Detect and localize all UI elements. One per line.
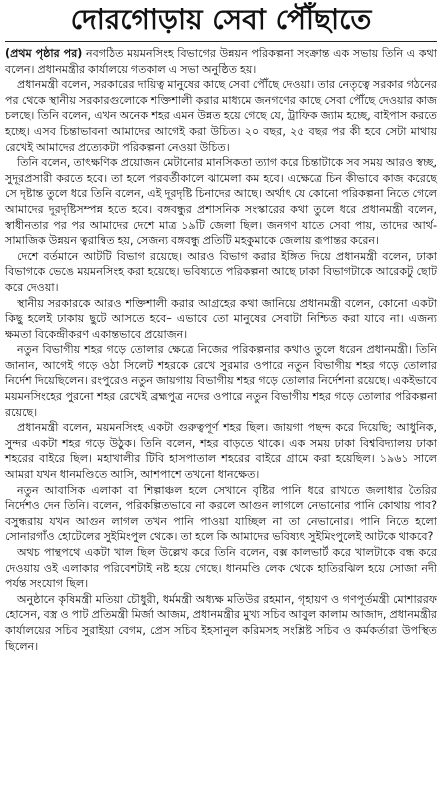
continued-marker: (প্রথম পৃষ্ঠার পর) <box>5 47 83 60</box>
article-paragraph: স্থানীয় সরকারকে আরও শক্তিশালী করার আগ্রহের কথা জানিয়ে প্রধানমন্ত্রী বলেন, কোনো একটা কিছু হলেই ঢাকায় ছুটে আসতে হবে– এভাবে তো মানুষের সেবাটা নিশ্চিত করা যাবে না। এজন্য ক্ষমতা বিকেন্দ্রীকরণ একান্তভাবে প্রয়োজন। <box>5 296 437 341</box>
article-paragraph: প্রধানমন্ত্রী বলেন, ময়মনসিংহ একটা গুরুত্বপূর্ণ শহর ছিল। জায়গা পছন্দ করে দিয়েছি; আধুনিক, সুন্দর একটা শহর গড়ে উঠুক। তিনি বলেন, শহর বাড়তে থাকে। এক সময় ঢাকা বিশ্ববিদ্যালয় ঢাকা শহরের বাইরে ছিল। মহাখালীর টিবি হাসপাতাল শহরের বাইরে গ্রামে করা হয়েছিল। ১৯৬১ সালে আমরা যখন ধানমণ্ডিতে আসি, আশপাশে তখনো ধানক্ষেত। <box>5 421 437 482</box>
article-paragraph: তিনি বলেন, তাৎক্ষণিক প্রয়োজন মেটানোর মানসিকতা ত্যাগ করে চিন্তাটাকে সব সময় আরও স্বচ্ছ, সুদূরপ্রসারী করতে হবে। তা হলে পরবর্তীকালে ঝামেলা কম হবে। এক্ষেত্রে চিন কীভাবে কাজ করেছে সে দৃষ্টান্ত তুলে ধরে তিনি বলেন, এই দূরদৃষ্টি চিনাদের আছে। অর্থাৎ যে কোনো পরিকল্পনা নিতে গেলে আমাদের দূরদৃষ্টিসম্পন্ন হতে হবে। বঙ্গবন্ধুর প্রশাসনিক সংস্কারের কথা তুলে ধরে প্রধানমন্ত্রী বলেন, স্বাধীনতার পর পর আমাদের দেশে মাত্র ১৯টি জেলা ছিল। জনগণ যাতে সেবা পায়, তাদের আর্থ-সামাজিক উন্নয়ন ত্বরান্বিত হয়, সেজন্য বঙ্গবন্ধু প্রতিটি মহকুমাকে জেলায় রূপান্তর করেন। <box>5 156 437 248</box>
article-paragraph: অথচ পান্থপথে একটা খাল ছিল উল্লেখ করে তিনি বলেন, বক্স কালভার্ট করে খালটাকে বন্ধ করে দেওয়ায় ওই এলাকার পরিবেশটাই নষ্ট হয়ে গেছে। ধানমণ্ডি লেক থেকে হাতিরঝিল হয়ে সোজা নদী পর্যন্ত সংযোগ ছিল। <box>5 546 437 591</box>
article-headline: দোরগোড়ায় সেবা পৌঁছাতে <box>5 2 437 42</box>
article-paragraph: নতুন আবাসিক এলাকা বা শিল্পাঞ্চল হলে সেখানে বৃষ্টির পানি ধরে রাখতে জলাধার তৈরির নির্দেশও দেন তিনি। বলেন, পরিকল্পিতভাবে না করলে আগুন লাগলে নেভানোর পানি কোথায় পাব? বসুন্ধরায় যখন আগুন লাগল তখন পানি পাওয়া যাচ্ছিল না তা নেভানোর। পানি নিতে হলো সোনারগাঁও হোটেলের সুইমিংপুল থেকে। তা হলে কি আমাদের ভবিষ্যৎ সুইমিংপুলেই আটকে থাকবে? <box>5 483 437 544</box>
article-paragraph: নতুন বিভাগীয় শহর গড়ে তোলার ক্ষেত্রে নিজের পরিকল্পনার কথাও তুলে ধরেন প্রধানমন্ত্রী। তিনি জানান, আগেই গড়ে ওঠা সিলেট শহরকে রেখে সুরমার ওপারে নতুন বিভাগীয় শহর গড়ে তোলার নির্দেশ দিয়েছিলেন। রংপুরেও নতুন জায়গায় বিভাগীয় শহর গড়ে তোলার নির্দেশনা রয়েছে। একইভাবে ময়মনসিংহের পুরনো শহর রেখেই ব্রহ্মপুত্র নদের ওপারে নতুন বিভাগীয় শহর গড়ে তোলার পরিকল্পনা রয়েছে। <box>5 343 437 419</box>
article-paragraph: অনুষ্ঠানে কৃষিমন্ত্রী মতিয়া চৌধুরী, ধর্মমন্ত্রী অধ্যক্ষ মতিউর রহমান, গৃহায়ণ ও গণপূর্তমন্ত্রী মোশাররফ হোসেন, বস্ত্র ও পাট প্রতিমন্ত্রী মির্জা আজম, প্রধানমন্ত্রীর মুখ্য সচিব আবুল কালাম আজাদ, প্রধানমন্ত্রীর কার্যালয়ের সচিব সুরাইয়া বেগম, প্রেস সচিব ইহসানুল করিমসহ সংশ্লিষ্ট সচিব ও কর্মকর্তারা উপস্থিত ছিলেন। <box>5 592 437 653</box>
article-paragraph: দেশে বর্তমানে আটটি বিভাগ রয়েছে। আরও বিভাগ করার ইঙ্গিত দিয়ে প্রধানমন্ত্রী বলেন, ঢাকা বিভাগকে ভেঙে ময়মনসিংহ করা হয়েছে। ভবিষ্যতে পরিকল্পনা আছে ঢাকা বিভাগটাকে আরেকটু ছোট করে দেওয়া। <box>5 249 437 294</box>
article-paragraph <box>5 46 437 77</box>
article-body <box>5 46 437 654</box>
article-paragraph: প্রধানমন্ত্রী বলেন, সরকারের দায়িত্ব মানুষের কাছে সেবা পৌঁছে দেওয়া। তার নেতৃত্বে সরকার গঠনের পর থেকে স্থানীয় সরকারগুলোকে শক্তিশালী করার মাধ্যমে জনগণের কাছে সেবা পৌঁছে দেওয়ার কাজ চলছে। তিনি বলেন, এখন অনেক শহর এমন উন্নত হয়ে গেছে যে, ট্রাফিক জ্যাম হচ্ছে, বাইপাস করতে হচ্ছে। এসব চিন্তাভাবনা আমাদের আগেই করা উচিত। ২০ বছর, ২৫ বছর পর কী হবে সেটা মাথায় রেখেই আমাদের প্রত্যেকটা পরিকল্পনা নেওয়া উচিত। <box>5 78 437 154</box>
paragraph-text: নবগঠিত ময়মনসিংহ বিভাগের উন্নয়ন পরিকল্পনা সংক্রান্ত এক সভায় তিনি এ কথা বলেন। প্রধানমন্ত্রীর কার্যালয়ে গতকাল এ সভা অনুষ্ঠিত হয়। <box>5 47 437 76</box>
